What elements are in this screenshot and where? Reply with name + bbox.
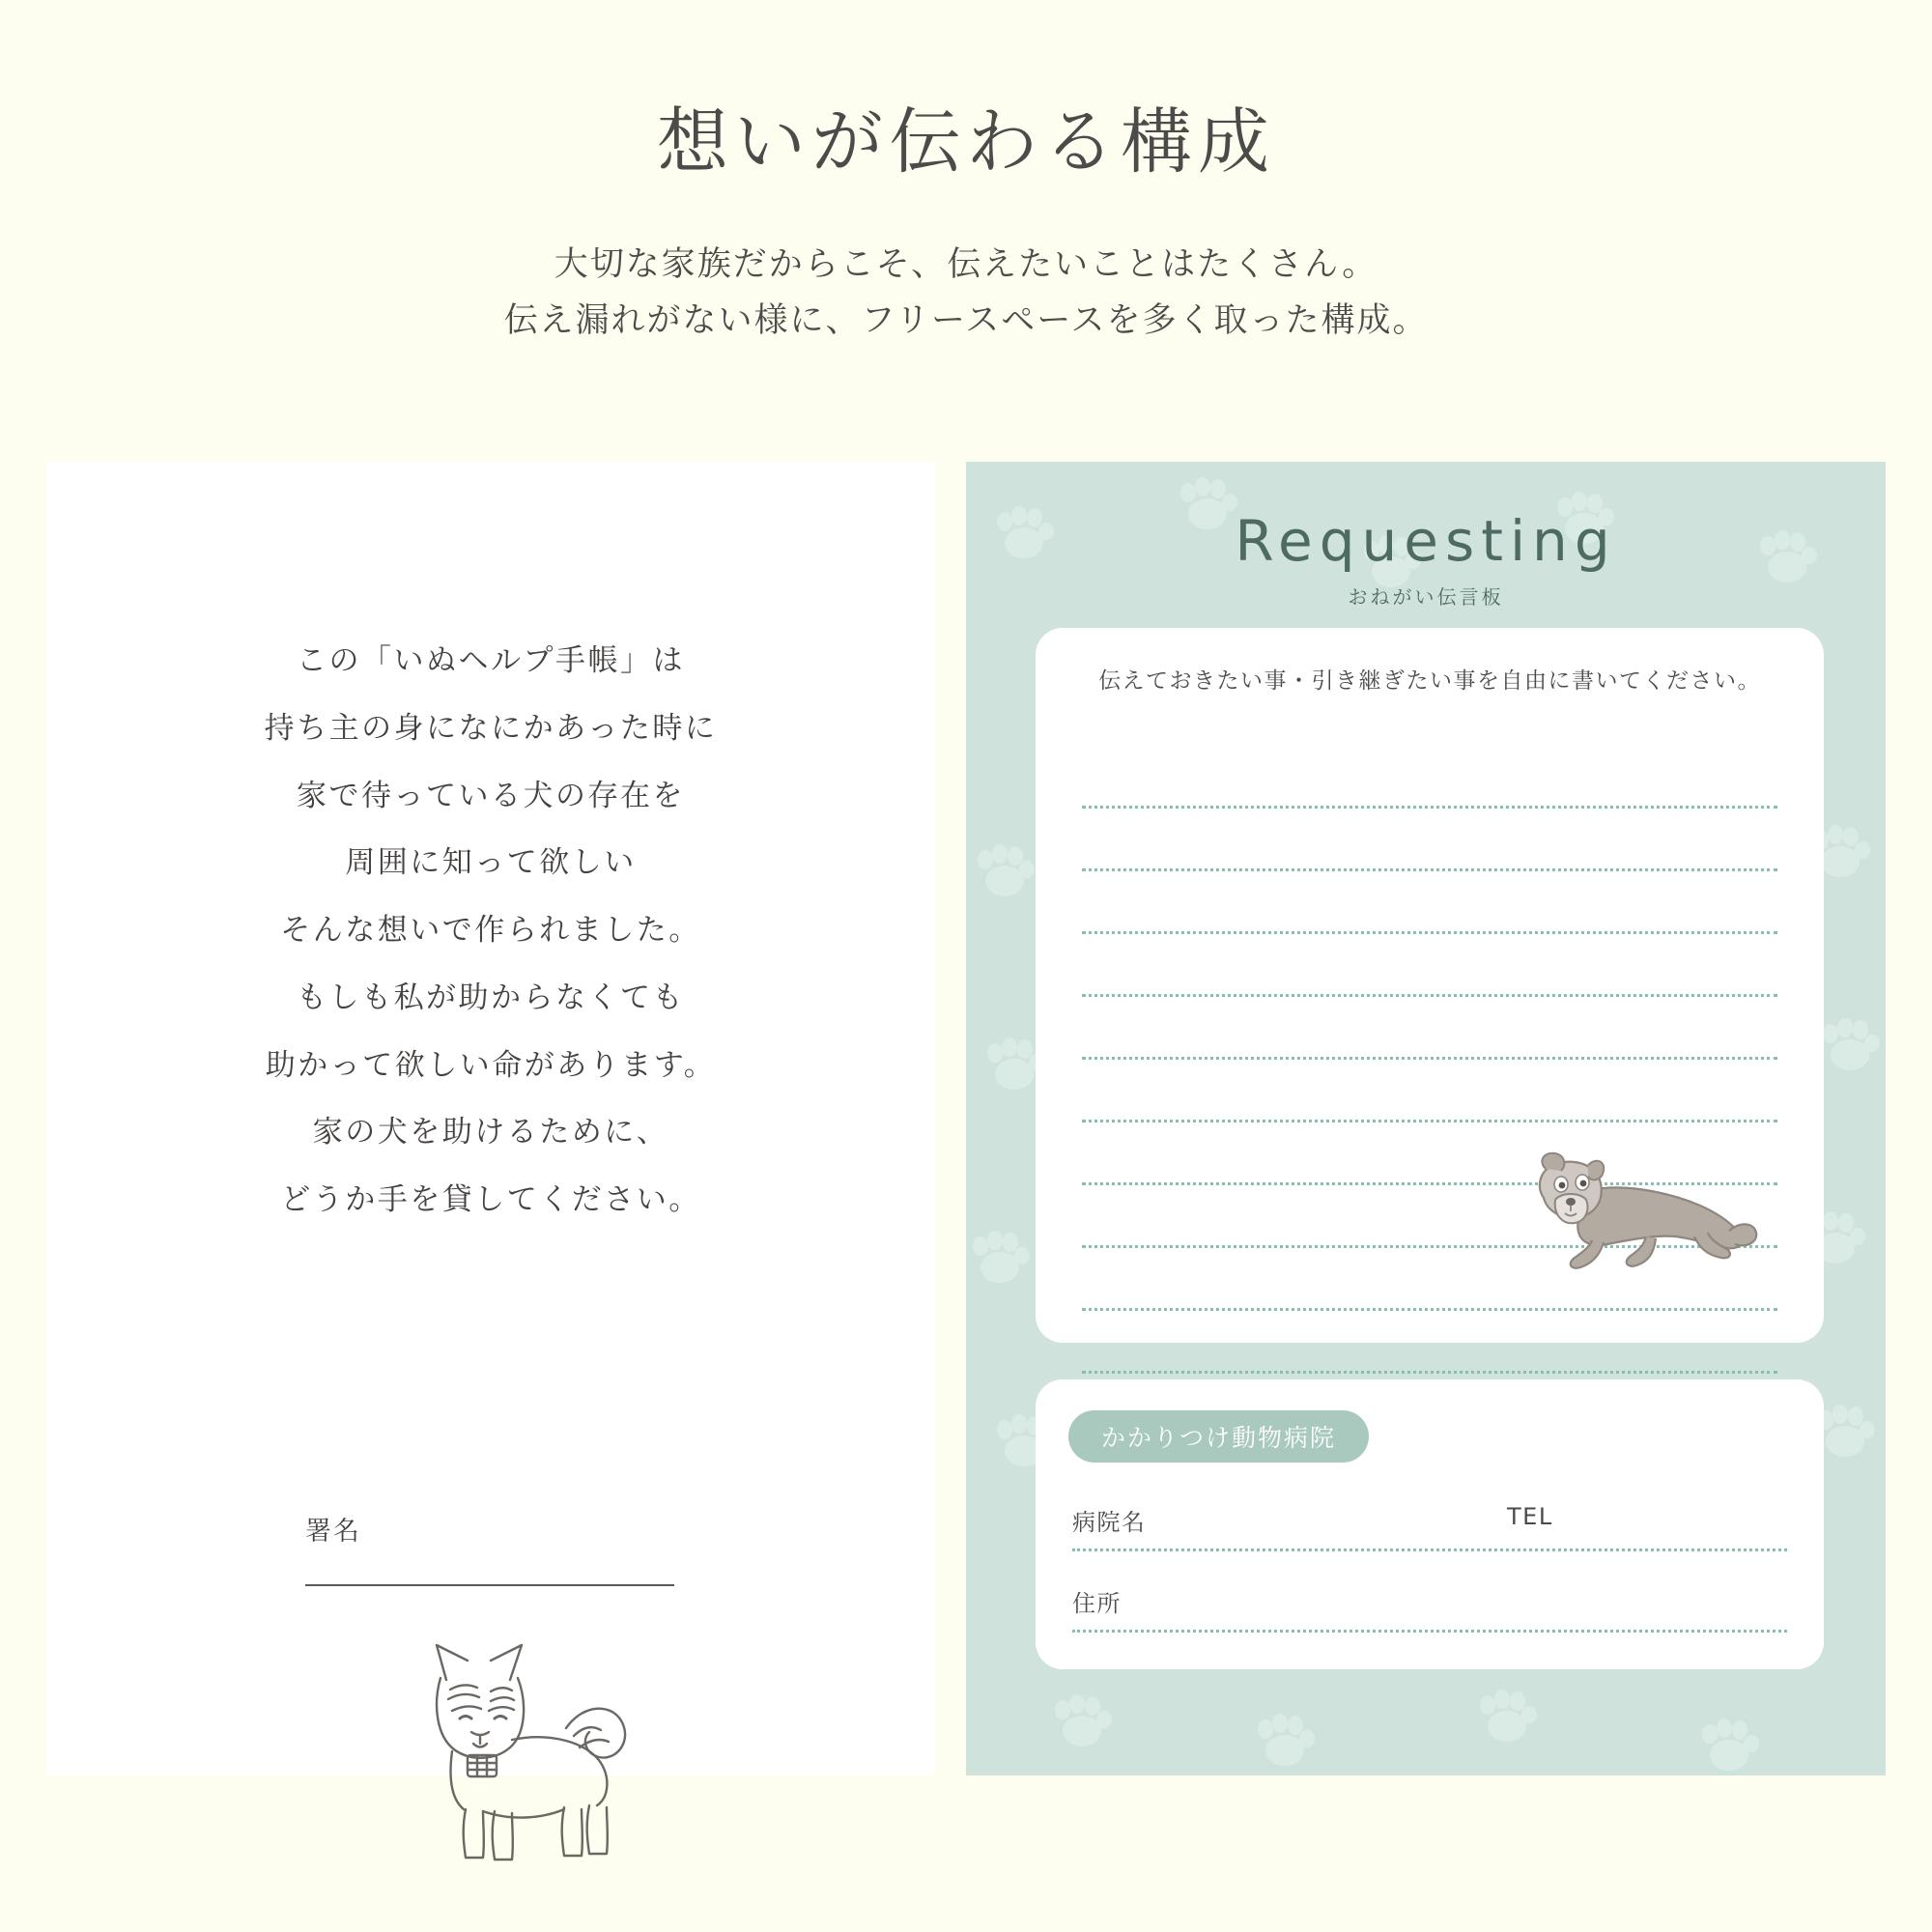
intro-line: 持ち主の身になにかあった時に [264,710,718,746]
schnauzer-dog-icon [1511,1148,1762,1283]
intro-line: 助かって欲しい命があります。 [265,1047,717,1083]
requesting-subtitle: おねがい伝言板 [1348,585,1504,609]
intro-line: そんな想いで作られました。 [280,913,701,948]
memo-line[interactable] [1082,997,1777,1060]
intro-line: もしも私が助からなくても [297,980,685,1015]
signature-block [305,1510,711,1586]
hospital-name-label: 病院名 [1072,1509,1147,1536]
page-title: 想いが伝わる構成 [657,100,1275,184]
intro-line: どうか手を貸してください。 [280,1182,701,1217]
left-page-content [46,462,935,1235]
shiba-dog-icon [394,1635,655,1877]
signature-input-line[interactable] [305,1584,674,1586]
hospital-address-input-line[interactable] [1072,1630,1787,1633]
intro-text-block [46,462,935,1235]
intro-line: この「いぬヘルプ手帳」は [297,643,685,678]
right-page-panel [966,462,1886,1776]
intro-line: 周囲に知って欲しい [345,845,637,881]
memo-card [1036,628,1824,1343]
memo-line[interactable] [1082,871,1777,934]
left-page-panel [46,462,935,1776]
memo-caption: 伝えておきたい事・引き継ぎたい事を自由に書いてください。 [1098,668,1761,694]
hospital-card [1036,1379,1824,1669]
header [0,0,1932,350]
hospital-tel-label: TEL [1507,1503,1553,1530]
memo-line[interactable] [1082,1060,1777,1122]
signature-label: 署名 [305,1517,361,1547]
hospital-badge: かかりつけ動物病院 [1068,1410,1369,1463]
hospital-address-row [1072,1584,1787,1633]
hospital-name-input-line[interactable] [1072,1548,1787,1551]
subtitle-line-1: 大切な家族だからこそ、伝えたいことはたくさん。 [554,245,1378,284]
memo-line[interactable] [1082,809,1777,871]
memo-line[interactable] [1082,746,1777,809]
requesting-title: Requesting [1235,508,1617,574]
memo-line[interactable] [1082,1311,1777,1374]
memo-line[interactable] [1082,934,1777,997]
requesting-header [966,508,1886,610]
hospital-address-label: 住所 [1072,1590,1122,1617]
intro-line: 家で待っている犬の存在を [297,778,685,813]
hospital-name-row [1072,1503,1787,1551]
subtitle-line-2: 伝え漏れがない様に、フリースペースを多く取った構成。 [503,300,1429,340]
intro-line: 家の犬を助けるために、 [312,1115,669,1151]
page-subtitle [0,187,1932,350]
